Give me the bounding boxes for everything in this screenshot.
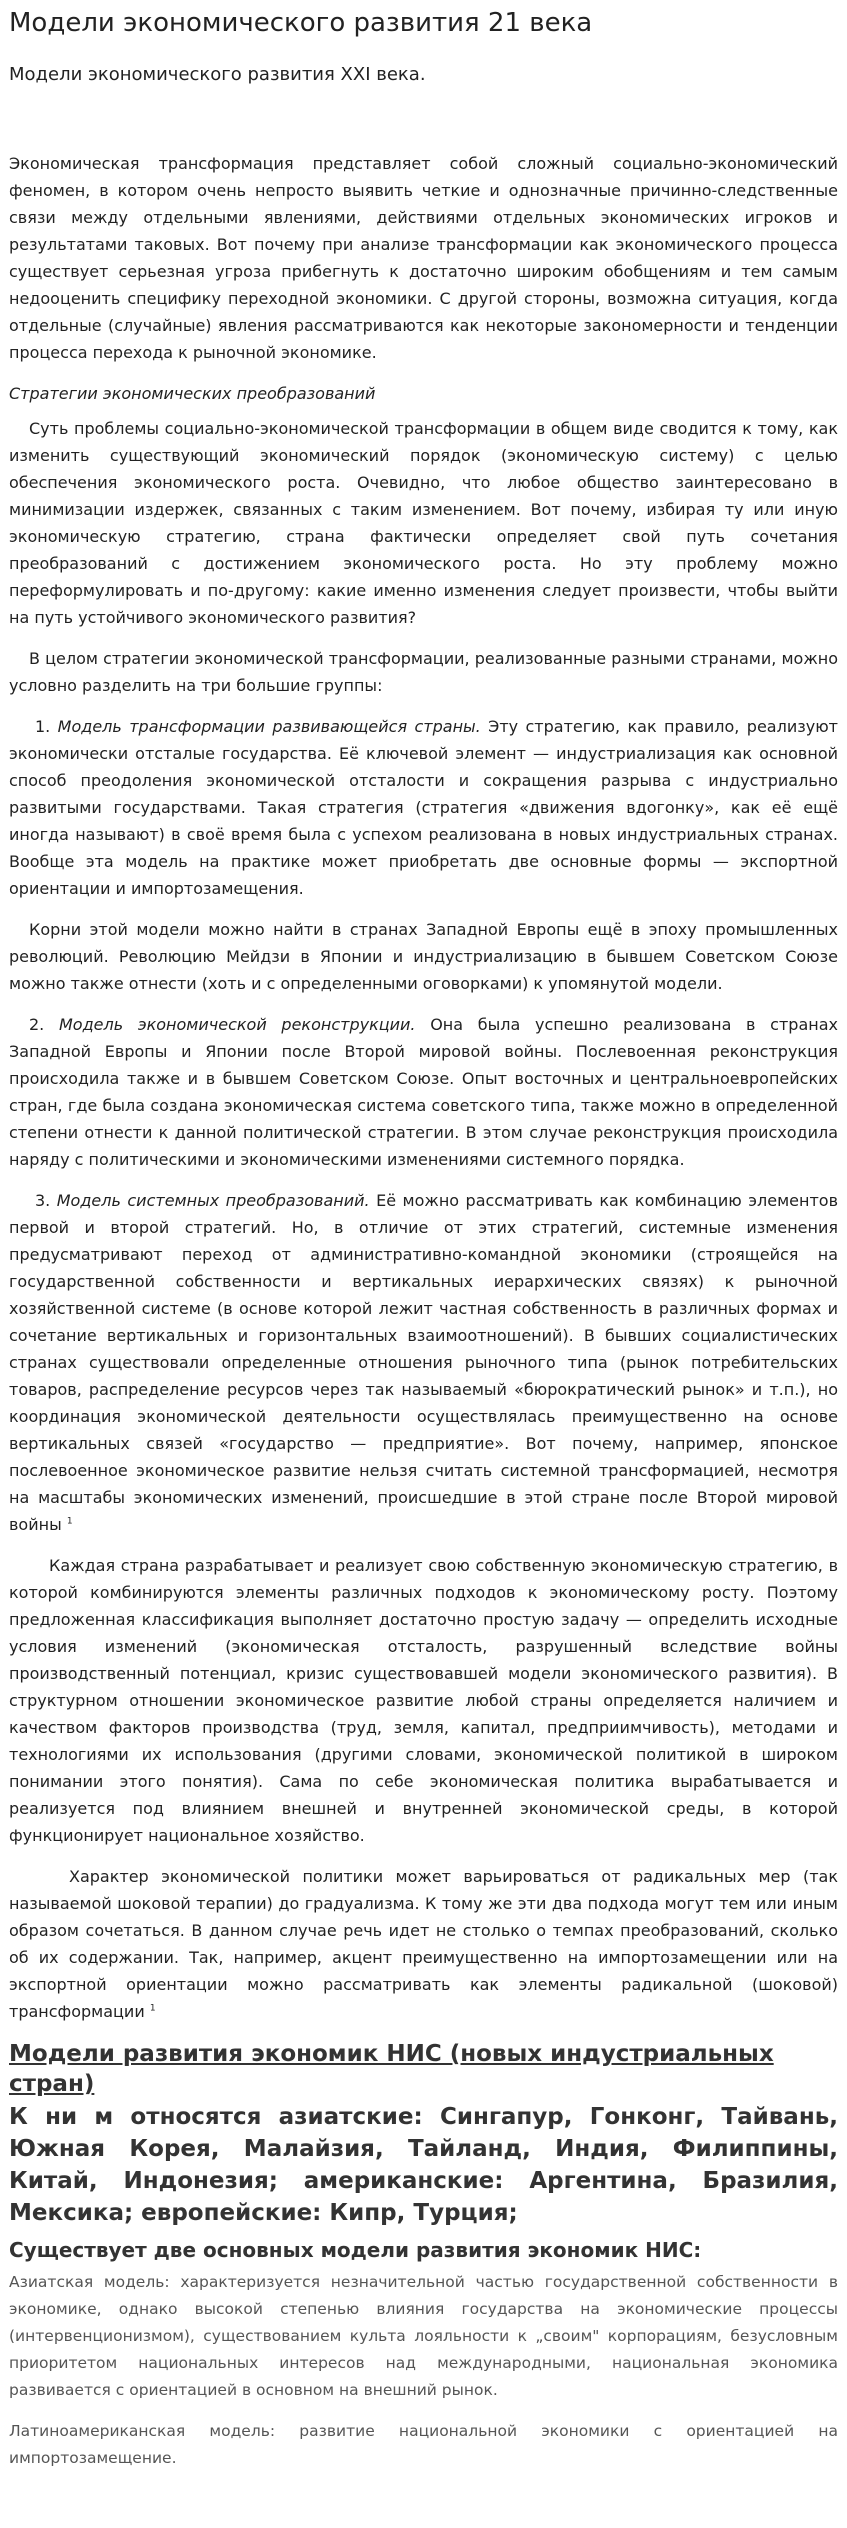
- model2-number: 2.: [29, 1015, 59, 1034]
- model2-name: Модель экономической реконструкции.: [58, 1015, 416, 1034]
- model1-name: Модель трансформации развивающейся страны.: [57, 717, 481, 736]
- nis-countries: К ни м относятся азиатские: Сингапур, Гонконг, Тайвань, Южная Корея, Малайзия, Тайланд, Индия, Филиппины, Китай, Индонезия; американские: Аргентина, Бразилия, Мексика; европейские: Кипр, Турция;: [9, 2104, 838, 2226]
- strategies-heading: Стратегии экономических преобразований: [9, 384, 376, 403]
- model3-paragraph: [9, 1187, 838, 1538]
- model1-number: 1.: [35, 717, 58, 736]
- model2-paragraph: [9, 1011, 838, 1173]
- page-title: Модели экономического развития 21 века: [9, 8, 593, 38]
- nis-models: [9, 2269, 838, 2472]
- article-subtitle: Модели экономического развития XXI века.: [9, 64, 426, 85]
- model1-paragraph: [9, 713, 838, 902]
- footnote-marker[interactable]: 1: [149, 2003, 156, 2014]
- each-country-paragraph: Каждая страна разрабатывает и реализует свою собственную экономическую стратегию, в которой комбинируются элементы различных подходов к экономическому росту. Поэтому предложенная классификация выполняет достаточно простую задачу — определить исходные условия изменений (экономическая отсталость, разрушенный вследствие войны производственный потенциал, кризис существовавшей модели экономического развития). В структурном отношении экономическое развитие любой страны определяется наличием и качеством факторов производства (труд, земля, капитал, предприимчивость), методами и технологиями их использования (другими словами, экономической политикой в широком понимании этого понятия). Сама по себе экономическая политика вырабатывается и реализуется под влиянием внешней и внутренней экономической среды, в которой функционирует национальное хозяйство.: [9, 1556, 838, 1845]
- nis-heading: Модели развития экономик НИС (новых индустриальных стран): [9, 2041, 774, 2097]
- model2-text: Она была успешно реализована в странах Западной Европы и Японии после Второй мировой войны. Послевоенная реконструкция происходила также и в бывшем Советском Союзе. Опыт восточных и центральноевропейских стран, где была создана экономическая система советского типа, также можно в определенной степени отнести к данной политической стратегии. В этом случае реконструкция происходила наряду с политическими и экономическими изменениями системного порядка.: [9, 1015, 838, 1169]
- latin-model-paragraph: Латиноамериканская модель: развитие национальной экономики с ориентацией на импортозамещение.: [9, 2422, 838, 2467]
- model1-text: Эту стратегию, как правило, реализуют экономически отсталые государства. Её ключевой элемент — индустриализация как основной способ преодоления экономической отсталости и сокращения разрыва с индустриально развитыми государствами. Такая стратегия (стратегия «движения вдогонку», как её ещё иногда называют) в своё время была с успехом реализована в новых индустриальных странах. Вообще эта модель на практике может приобретать две основные формы — экспортной ориентации и импортозамещения.: [9, 717, 838, 898]
- asian-model-paragraph: Азиатская модель: характеризуется незначительной частью государственной собственности в экономике, однако высокой степенью влияния государства на экономические процессы (интервенционизмом), существованием культа лояльности к „своим" корпорациям, безусловным приоритетом национальных интересов над международными, национальная экономика развивается с ориентацией в основном на внешний рынок.: [9, 2273, 838, 2399]
- roots-paragraph: Корни этой модели можно найти в странах Западной Европы ещё в эпоху промышленных революций. Революцию Мейдзи в Японии и индустриализацию в бывшем Советском Союзе можно также отнести (хоть и с определенными оговорками) к упомянутой модели.: [9, 920, 838, 993]
- character-text: Характер экономической политики может варьироваться от радикальных мер (так называемой шоковой терапии) до градуализма. К тому же эти два подхода могут тем или иным образом сочетаться. В данном случае речь идет не столько о темпах преобразований, сколько об их содержании. Так, например, акцент преимущественно на импортозамещении или на экспортной ориентации можно рассматривать как элементы радикальной (шоковой) трансформации: [9, 1867, 838, 2021]
- intro-paragraph: Экономическая трансформация представляет собой сложный социально-экономический феномен, в котором очень непросто выявить четкие и однозначные причинно-следственные связи между отдельными явлениями, действиями отдельных экономических игроков и результатами таковых. Вот почему при анализе трансформации как экономического процесса существует серьезная угроза прибегнуть к достаточно широким обобщениям и тем самым недооценить специфику переходной экономики. С другой стороны, возможна ситуация, когда отдельные (случайные) явления рассматриваются как некоторые закономерности и тенденции процесса перехода к рыночной экономике.: [9, 154, 838, 362]
- model3-name: Модель системных преобразований.: [56, 1191, 370, 1210]
- groups-intro-paragraph: В целом стратегии экономической трансформации, реализованные разными странами, можно условно разделить на три большие группы:: [9, 649, 838, 695]
- nis-models-heading: Существует две основных модели развития экономик НИС:: [9, 2238, 702, 2262]
- article-body: [9, 150, 838, 2025]
- model3-number: 3.: [35, 1191, 57, 1210]
- model3-text: Её можно рассматривать как комбинацию элементов первой и второй стратегий. Но, в отличие от этих стратегий, системные изменения предусматривают переход от административно-командной экономики (строящейся на государственной собственности и вертикальных иерархических связях) к рыночной хозяйственной системе (в основе которой лежит частная собственность в различных формах и сочетание вертикальных и горизонтальных взаимоотношений). В бывших социалистических странах существовали определенные отношения рыночного типа (рынок потребительских товаров, распределение ресурсов через так называемый «бюрократический рынок» и т.п.), но координация экономической деятельности осуществлялась преимущественно на основе вертикальных связей «государство — предприятие». Вот почему, например, японское послевоенное экономическое развитие нельзя считать системной трансформацией, несмотря на масштабы экономических изменений, происшедшие в этой стране после Второй мировой войны: [9, 1191, 838, 1534]
- character-paragraph: [9, 1863, 838, 2025]
- footnote-marker[interactable]: 1: [66, 1516, 73, 1527]
- essence-paragraph: Суть проблемы социально-экономической трансформации в общем виде сводится к тому, как изменить существующий экономический порядок (экономическую систему) с целью обеспечения экономического роста. Очевидно, что любое общество заинтересовано в минимизации издержек, связанных с таким изменением. Вот почему, избирая ту или иную экономическую стратегию, страна фактически определяет свой путь сочетания преобразований с достижением экономического роста. Но эту проблему можно переформулировать и по-другому: какие именно изменения следует произвести, чтобы выйти на путь устойчивого экономического развития?: [9, 419, 838, 627]
